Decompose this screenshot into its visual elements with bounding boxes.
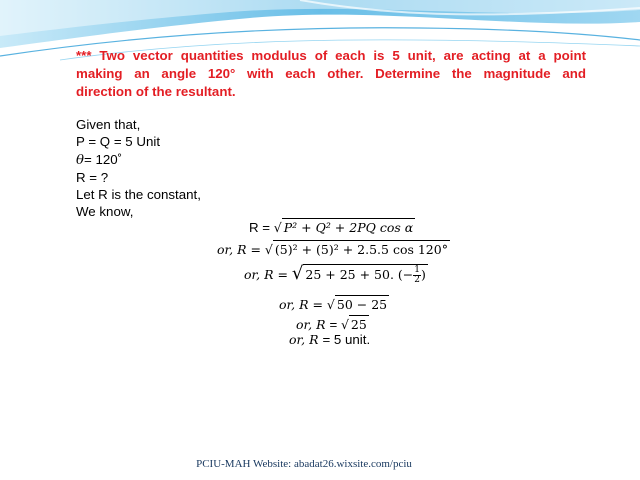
eq2-lhs: or, R =: [217, 242, 265, 257]
given-know: We know,: [76, 204, 134, 220]
eq5-equals: =: [329, 317, 341, 332]
fraction: [413, 266, 421, 285]
sqrt-sign-icon: √: [291, 263, 304, 284]
fraction-numerator: 1: [414, 265, 420, 275]
eq3-radicand-a: 25 + 25 + 50. (−: [305, 267, 414, 282]
eq1-lhs: R =: [249, 220, 274, 235]
theta-symbol: θ: [76, 152, 85, 168]
eq2-radicand: (5)² + (5)² + 2.5.5 cos 120°: [274, 242, 448, 257]
question-line-2: making an angle 120° with each other. Determine the magnitude and: [76, 66, 586, 81]
question-line-3: direction of the resultant.: [76, 84, 236, 99]
theta-value: = 120˚: [84, 151, 123, 167]
eq4-lhs: or, R =: [279, 297, 327, 312]
equation-line-6: [289, 332, 370, 347]
eq1-radicand: P² + Q² + 2PQ cos α: [283, 220, 414, 235]
given-heading: Given that,: [76, 117, 141, 132]
equation-line-5: [296, 315, 369, 332]
question-line-1: *** Two vector quantities modulus of each is 5 unit, are acting at a point: [76, 48, 586, 63]
eq3-lhs: or, R =: [244, 267, 292, 282]
equation-line-4: [279, 295, 389, 312]
eq5-lhs: or, R: [296, 317, 330, 332]
eq5-radicand: 25: [350, 317, 367, 332]
sqrt-sign-icon: √: [340, 317, 349, 332]
eq4-radicand: 50 − 25: [336, 297, 388, 312]
question-text: [76, 47, 586, 101]
eq6-result: = 5 unit.: [322, 332, 371, 347]
given-let: Let R is the constant,: [76, 187, 201, 203]
eq3-radicand: [303, 264, 427, 285]
given-pq: P = Q = 5 Unit: [76, 134, 161, 150]
eq3-radicand-b: ): [421, 267, 426, 282]
given-section: [76, 116, 201, 221]
footer-website: PCIU-MAH Website: abadat26.wixsite.com/pciu: [196, 458, 412, 470]
equation-line-2: [217, 240, 450, 257]
given-r: R = ?: [76, 169, 109, 185]
fraction-denominator: 2: [414, 275, 420, 285]
equation-line-3: [244, 263, 428, 285]
given-theta: [76, 151, 201, 169]
equation-line-1: [249, 218, 415, 235]
sqrt-sign-icon: √: [273, 220, 282, 235]
sqrt-sign-icon: √: [326, 297, 335, 312]
sqrt-sign-icon: √: [264, 242, 273, 257]
eq6-lhs: or, R: [289, 332, 323, 347]
